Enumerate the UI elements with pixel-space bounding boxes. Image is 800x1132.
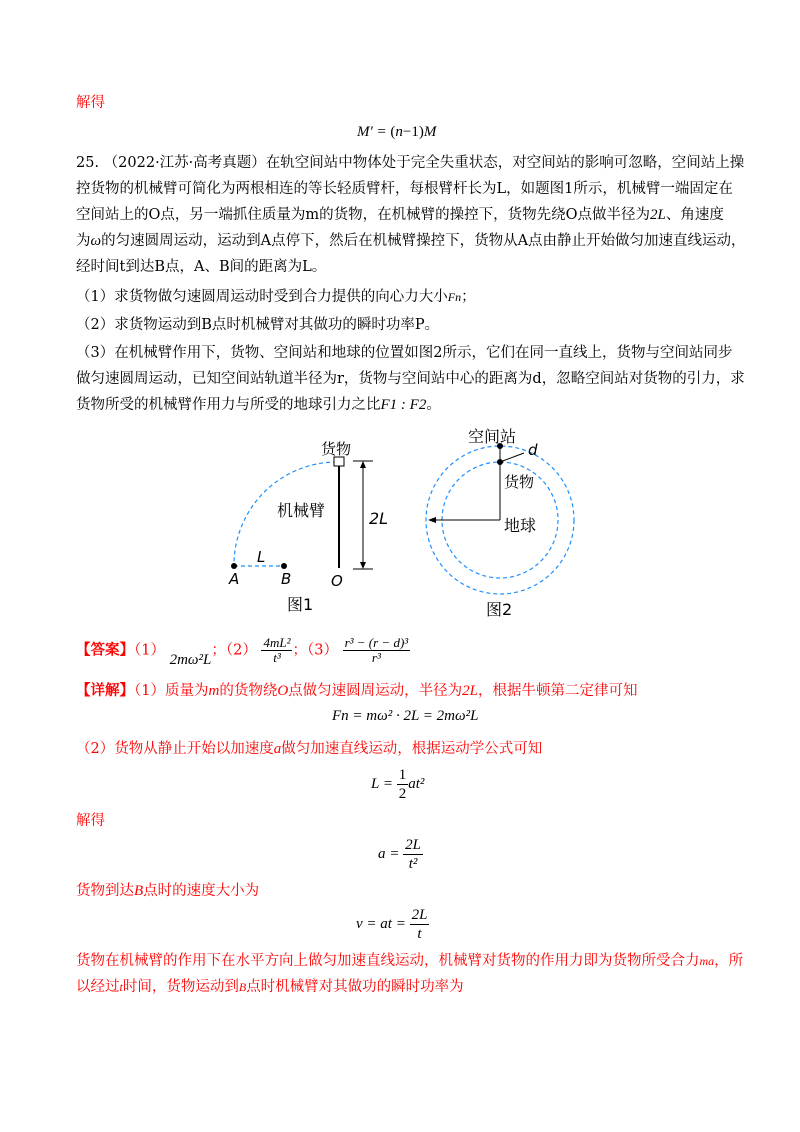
question-text: 货物所受的机械臂作用力与所受的地球引力之比 [76, 397, 381, 413]
label-arm: 机械臂 [277, 501, 326, 520]
eq-lhs: M′ = [357, 124, 391, 140]
math-B: B [238, 980, 247, 994]
detail-text: ，根据牛顿第二定律可知 [478, 683, 638, 699]
d-pointer [500, 453, 524, 462]
eq-minus: −1 [402, 124, 419, 140]
sub-question-1 [76, 286, 476, 308]
dim-arrow-up [360, 461, 366, 468]
detail-text: （2）货物从静止开始以加速度 [76, 741, 274, 757]
detail-text: 时间，货物运动到 [122, 979, 239, 995]
math-F1F2: F1 : F2 [380, 397, 427, 413]
frac-num: 1 [398, 767, 407, 783]
question-line-1 [76, 152, 744, 174]
answer-1-math: 2mω²L [169, 651, 212, 668]
detail-text: 点时机械臂对其做功的瞬时功率为 [246, 979, 464, 995]
eq-paren: ) [418, 124, 424, 140]
answer-2-fraction [261, 636, 292, 665]
cargo-box [334, 457, 344, 466]
label-d: d [528, 441, 538, 459]
math-2L: 2L [462, 683, 479, 699]
answer-line [76, 635, 410, 668]
detail-text: ，所 [714, 953, 744, 969]
question-text: ； [461, 289, 476, 305]
figure-2-caption: 图2 [486, 600, 513, 619]
label-station: 空间站 [468, 427, 517, 446]
figure-1 [215, 430, 415, 620]
label-cargo-2: 货物 [504, 473, 535, 491]
detail-text: 点做匀速圆周运动，半径为 [288, 683, 463, 699]
label-earth: 地球 [504, 516, 537, 535]
equation-4 [356, 906, 429, 943]
math-a: a [273, 741, 282, 757]
frac-den: r³ [371, 650, 381, 665]
answer-part: （1） [134, 642, 165, 659]
question-source: （2022·江苏·高考真题） [103, 155, 266, 171]
eq-paren: ( [390, 124, 396, 140]
eq-fraction [403, 836, 423, 873]
equation-2 [371, 766, 424, 803]
eq-lhs: v = at = [356, 916, 410, 932]
math-omega: ω [90, 233, 102, 249]
answer-3-fraction [343, 636, 411, 665]
detail-text: 做匀加速直线运动，根据运动学公式可知 [281, 741, 543, 757]
question-text: 。 [426, 397, 441, 413]
equation-1: Fn = mω² · 2L = 2mω²L [332, 708, 479, 724]
equation-mprime [357, 124, 436, 141]
math-B: B [134, 883, 144, 899]
frac-num: 4mL² [263, 635, 291, 650]
eq-rhs: at² [408, 776, 425, 792]
question-text: 为 [76, 233, 91, 249]
question-line-4 [76, 230, 746, 252]
solve-label-2: 解得 [76, 813, 105, 829]
detail-label: 【详解】 [76, 682, 134, 699]
frac-den: 2 [398, 786, 407, 802]
detail-text: 以经过 [76, 979, 120, 995]
math-o: O [277, 683, 289, 699]
point-a-dot [231, 563, 237, 569]
detail-text: 货物在机械臂的作用下在水平方向上做匀加速直线运动，机械臂对货物的作用力即为货物所受合力 [76, 953, 700, 969]
detail-text: （1）质量为 [134, 683, 209, 699]
answer-label: 【答案】 [76, 641, 134, 659]
math-ma: ma [699, 954, 715, 968]
answer-part: （3） [306, 642, 338, 659]
detail-text: 的货物绕 [219, 683, 278, 699]
label-B: B [281, 570, 292, 588]
frac-num: r³ − (r − d)³ [344, 635, 409, 650]
question-text: （1）求货物做匀速圆周运动时受到合力提供的向心力大小 [76, 289, 448, 305]
question-line-5: 经时间t到达B点，A、B间的距离为L。 [76, 259, 327, 275]
question-text: 的匀速圆周运动，运动到A点停下，然后在机械臂操控下，货物从A点由静止开始做匀加速直线运动， [101, 233, 746, 249]
eq-lhs: a = [378, 846, 404, 862]
label-cargo: 货物 [321, 440, 352, 458]
earth-arrow [428, 517, 436, 523]
sub-question-2: （2）求货物运动到B点时机械臂对其做功的瞬时功率P。 [76, 317, 440, 333]
figure-1-caption: 图1 [287, 595, 314, 614]
detail-line-5 [76, 976, 464, 998]
sub-question-3-line-2: 做匀速圆周运动，已知空间站轨道半径为r，货物与空间站中心的距离为d，忽略空间站对货物的引力，求 [76, 371, 745, 387]
eq-m: M [423, 124, 437, 140]
question-line-2: 控货物的机械臂可简化为两根相连的等长轻质臂杆，每根臂杆长为L，如题图1所示，机械臂一端固定在 [76, 181, 733, 197]
sub-question-3-line-1: （3）在机械臂作用下，货物、空间站和地球的位置如图2所示，它们在同一直线上，货物与空间站同步 [76, 345, 733, 361]
question-text: 在轨空间站中物体处于完全失重状态，对空间站的影响可忽略，空间站上操 [265, 155, 745, 171]
figure-2 [420, 425, 590, 625]
detail-text: 货物到达 [76, 883, 134, 899]
detail-line-1 [76, 680, 638, 702]
eq-lhs: L = [371, 776, 397, 792]
detail-text: 点时的速度大小为 [143, 883, 260, 899]
dim-arrow-down [360, 562, 366, 569]
question-line-3 [76, 204, 724, 226]
math-t: t [119, 980, 123, 994]
frac-den: t [417, 926, 422, 942]
equation-3 [378, 836, 423, 873]
eq-n: n [395, 124, 403, 140]
detail-line-3 [76, 880, 259, 902]
question-number: 25. [76, 155, 100, 171]
answer-sep: ； [211, 642, 226, 659]
point-b-dot [281, 563, 287, 569]
answer-part: （2） [225, 642, 257, 659]
label-A: A [229, 570, 240, 588]
solve-label: 解得 [76, 95, 105, 111]
detail-line-4 [76, 950, 743, 972]
cargo-dot [497, 459, 503, 465]
eq-fraction [410, 906, 430, 943]
sub-question-3-line-3 [76, 394, 441, 416]
math-m: m [208, 683, 220, 699]
frac-den: t³ [273, 650, 281, 665]
math-Fn: Fn [447, 290, 462, 304]
math-2L: 2L [650, 207, 666, 223]
label-2L: 2L [369, 509, 389, 528]
detail-line-2 [76, 738, 542, 760]
eq-fraction [397, 766, 409, 803]
question-text: 空间站上的O点，另一端抓住质量为m的货物，在机械臂的操控下，货物先绕O点做半径为 [76, 207, 651, 223]
frac-den: t² [408, 856, 418, 872]
frac-num: 2L [405, 837, 421, 853]
frac-num: 2L [411, 907, 428, 923]
question-text: 、角速度 [665, 207, 724, 223]
label-L: L [257, 548, 266, 566]
label-O: O [331, 572, 343, 590]
answer-sep: ； [292, 642, 307, 659]
